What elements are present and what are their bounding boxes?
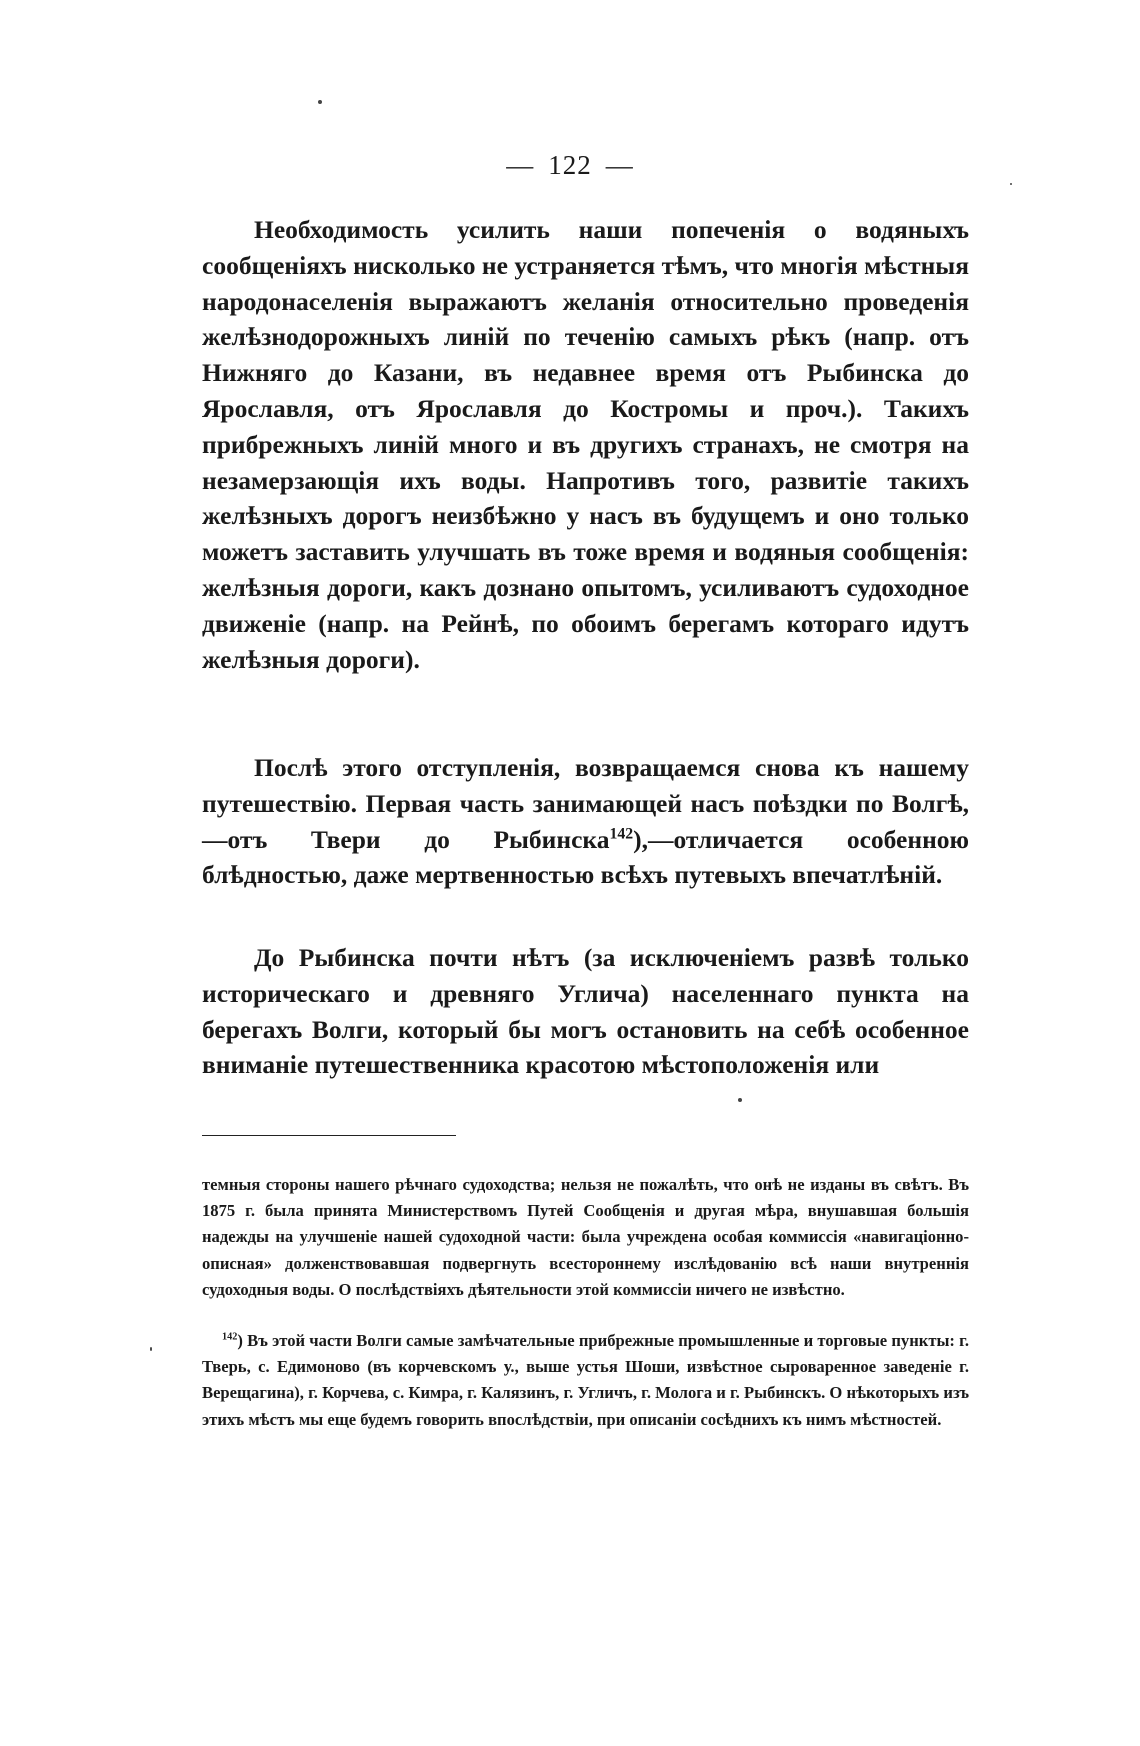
scan-speck [1010, 183, 1012, 185]
paragraph-journey-end: ),—отличается особенною блѣдностью, даже мертвенностью всѣхъ путевыхъ впечатлѣній. [202, 824, 969, 890]
scan-speck [150, 1347, 152, 1351]
paragraph-waterways: Необходимость усилить наши попеченія о водяныхъ сообщеніяхъ нисколько не устраняется тѣмъ, что многія мѣстныя народонаселенія выражаютъ желанія относительно проведенія желѣзнодорожныхъ линій по теченію самыхъ рѣкъ (напр. отъ Нижняго до Казани, въ недавнее время отъ Рыбинска до Ярославля, отъ Ярославля до Костромы и проч.). Такихъ прибрежныхъ линій много и въ другихъ странахъ, не смотря на незамерзающія ихъ воды. Напротивъ того, развитіе такихъ желѣзныхъ дорогъ неизбѣжно у насъ въ будущемъ и оно только можетъ заставить улучшать въ тоже время и водяныя сообщенія: желѣзныя дороги, какъ дознано опытомъ, усиливаютъ судоходное движеніе (напр. на Рейнѣ, по обоимъ берегамъ котораго идутъ желѣзныя дороги). [202, 215, 969, 674]
footnote-142-text: ) Въ этой части Волги самые замѣчательные прибрежные промышленные и торговые пункты: г. Тверь, с. Едимоново (въ корчевскомъ у., выше устья Шоши, извѣстное сыроваренное заведеніе г. Верещагина), г. Корчева, с. Кимра, г. Калязинъ, г. Угличъ, г. Молога и г. Рыбинскъ. О нѣкоторыхъ изъ этихъ мѣстъ мы еще будемъ говорить впослѣдствіи, при описаніи сосѣднихъ къ нимъ мѣстностей. [202, 1331, 969, 1429]
footnote-142-marker: 142 [222, 1331, 238, 1343]
footnote-142 [202, 1328, 969, 1433]
footnote-continuation: темныя стороны нашего рѣчнаго судоходства; нельзя не пожалѣть, что онѣ не изданы въ свѣтъ. Въ 1875 г. была принята Министерствомъ Путей Сообщенія и другая мѣра, внушавшая большія надежды на улучшеніе нашей судоходной части: была учреждена особая коммиссія «навигаціонно-описная» долженствовавшая подвергнуть всестороннему изслѣдованію всѣ наши внутреннія судоходныя воды. О послѣдствіяхъ дѣятельности этой коммиссіи ничего не извѣстно. [202, 1175, 969, 1299]
page-number-dash-right: — [605, 150, 634, 180]
footnote-divider [202, 1135, 456, 1136]
page-number-dash-left: — [506, 150, 535, 180]
paragraph-journey-start: Послѣ этого отступленія, возвращаемся снова къ нашему путешествію. Первая часть занимающей насъ поѣздки по Волгѣ,—отъ Твери до Рыбинска [202, 753, 969, 854]
page-number-header [0, 150, 1140, 181]
footnote-reference-142: 142 [609, 825, 634, 843]
paragraph-rybinsk: До Рыбинска почти нѣтъ (за исключеніемъ развѣ только историческаго и древняго Углича) населеннаго пункта на берегахъ Волги, который бы могъ остановить на себѣ особенное вниманіе путешественника красотою мѣстоположенія или [202, 943, 969, 1080]
scan-speck [738, 1098, 742, 1102]
page-number: 122 [548, 150, 592, 180]
paragraph-journey [202, 750, 969, 893]
scan-speck [318, 100, 322, 104]
